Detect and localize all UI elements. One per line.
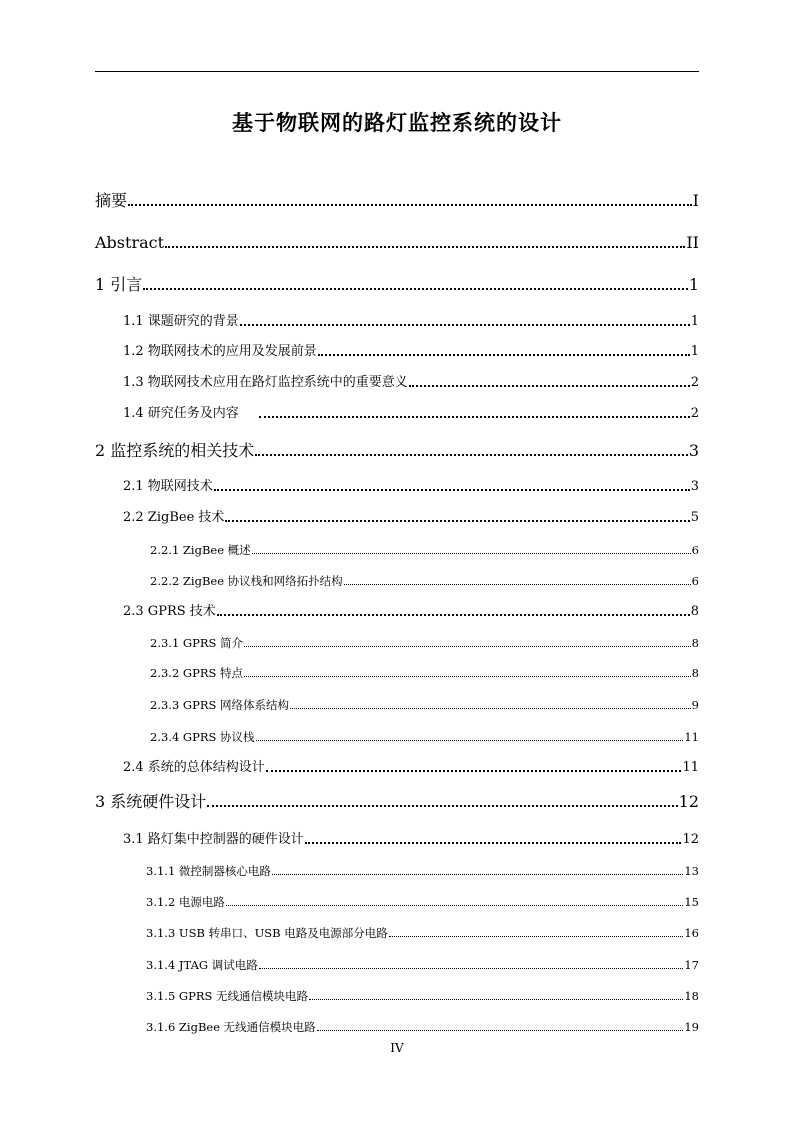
toc-leader-dots — [217, 614, 690, 616]
toc-entry-page: II — [686, 233, 699, 252]
document-title: 基于物联网的路灯监控系统的设计 — [232, 110, 562, 135]
page-number: IV — [390, 1041, 404, 1055]
toc-entry-page: 6 — [691, 574, 699, 588]
toc-leader-dots — [290, 708, 691, 709]
toc-entry[interactable] — [146, 1019, 699, 1035]
toc-leader-dots — [143, 288, 688, 290]
toc-entry-label: 摘要 — [95, 191, 128, 210]
toc-entry[interactable] — [123, 313, 699, 331]
toc-entry-page: 3 — [688, 441, 699, 460]
toc-entry-page: 11 — [684, 730, 699, 744]
toc-leader-dots — [252, 553, 691, 554]
toc-entry-label: 3.1.4 JTAG 调试电路 — [146, 958, 258, 972]
toc-entry[interactable] — [146, 863, 699, 879]
toc-entry-page: 1 — [690, 314, 699, 329]
toc-entry-label: Abstract — [95, 233, 165, 252]
toc-leader-dots — [244, 646, 691, 647]
toc-entry-page: 17 — [684, 958, 699, 972]
toc-entry-label: 2.2.1 ZigBee 概述 — [150, 543, 251, 557]
toc-entry-label: 1 引言 — [95, 275, 143, 294]
toc-entry-label: 2.2.2 ZigBee 协议栈和网络拓扑结构 — [150, 574, 343, 588]
toc-entry-page: 18 — [684, 989, 699, 1003]
toc-entry-page: 12 — [678, 792, 699, 811]
toc-entry[interactable] — [123, 343, 699, 361]
toc-leader-dots — [409, 385, 690, 387]
toc-entry[interactable] — [146, 925, 699, 941]
toc-entry-label: 2.3.2 GPRS 特点 — [150, 666, 244, 680]
toc-leader-dots — [266, 770, 682, 772]
toc-entry[interactable] — [95, 791, 699, 813]
toc-entry-page: 12 — [682, 832, 699, 847]
toc-leader-dots — [272, 874, 683, 875]
toc-entry-label: 1.4 研究任务及内容 — [123, 406, 239, 421]
toc-entry-label: 2.3.4 GPRS 协议栈 — [150, 730, 255, 744]
toc-leader-dots — [255, 454, 688, 456]
toc-entry-label: 3.1.1 微控制器核心电路 — [146, 864, 271, 878]
toc-leader-dots — [225, 520, 689, 522]
toc-leader-dots — [244, 676, 691, 677]
toc-entry-label: 2.3 GPRS 技术 — [123, 604, 216, 619]
toc-entry-label: 2.1 物联网技术 — [123, 479, 213, 494]
toc-leader-dots — [214, 489, 690, 491]
toc-leader-dots — [256, 740, 684, 741]
toc-entry-page: 16 — [684, 926, 699, 940]
toc-entry[interactable] — [123, 603, 699, 621]
toc-leader-dots — [309, 999, 683, 1000]
toc-entry[interactable] — [146, 988, 699, 1004]
toc-entry-page: 5 — [690, 510, 699, 525]
toc-entry-label: 3.1.6 ZigBee 无线通信模块电路 — [146, 1020, 316, 1034]
toc-entry[interactable] — [95, 190, 699, 212]
toc-entry-page: 15 — [684, 895, 699, 909]
toc-leader-dots — [165, 246, 685, 248]
toc-entry-page: 19 — [684, 1020, 699, 1034]
toc-entry[interactable] — [150, 697, 699, 713]
toc-leader-dots — [344, 584, 691, 585]
toc-entry-page: 1 — [688, 275, 699, 294]
toc-entry-page: 2 — [690, 406, 699, 421]
toc-entry[interactable] — [146, 894, 699, 910]
toc-entry[interactable] — [95, 232, 699, 254]
toc-entry[interactable] — [146, 957, 699, 973]
toc-entry[interactable] — [123, 509, 699, 527]
toc-entry-page: I — [692, 191, 699, 210]
toc-leader-dots — [207, 805, 677, 807]
toc-entry-page: 8 — [691, 636, 699, 650]
toc-entry[interactable] — [123, 759, 699, 777]
toc-entry[interactable] — [123, 831, 699, 849]
toc-entry[interactable] — [150, 573, 699, 589]
toc-entry-label: 1.2 物联网技术的应用及发展前景 — [123, 344, 317, 359]
toc-leader-dots — [259, 968, 684, 969]
toc-entry[interactable] — [150, 635, 699, 651]
toc-entry-label: 3 系统硬件设计 — [95, 792, 207, 811]
toc-entry-label: 2.4 系统的总体结构设计 — [123, 760, 265, 775]
toc-entry-label: 1.3 物联网技术应用在路灯监控系统中的重要意义 — [123, 375, 408, 390]
toc-entry-page: 3 — [690, 479, 699, 494]
toc-entry-page: 13 — [684, 864, 699, 878]
toc-entry[interactable] — [95, 440, 699, 462]
toc-leader-dots — [389, 936, 684, 937]
toc-entry[interactable] — [150, 729, 699, 745]
toc-entry-label: 2.2 ZigBee 技术 — [123, 510, 225, 525]
toc-leader-dots — [318, 354, 690, 356]
toc-leader-dots — [317, 1030, 684, 1031]
toc-entry[interactable] — [123, 374, 699, 392]
toc-entry-page: 8 — [690, 604, 699, 619]
toc-entry-label: 1.1 课题研究的背景 — [123, 314, 239, 329]
toc-entry-page: 2 — [690, 375, 699, 390]
toc-leader-dots — [226, 905, 683, 906]
toc-entry-label: 2.3.1 GPRS 简介 — [150, 636, 244, 650]
toc-entry-page: 11 — [682, 760, 699, 775]
toc-leader-dots — [259, 416, 690, 418]
toc-entry-label: 3.1.2 电源电路 — [146, 895, 225, 909]
toc-entry-label: 2 监控系统的相关技术 — [95, 441, 255, 460]
toc-entry-page: 6 — [691, 543, 699, 557]
toc-entry[interactable] — [150, 542, 699, 558]
toc-leader-dots — [305, 842, 682, 844]
toc-entry-page: 9 — [691, 698, 699, 712]
toc-entry[interactable] — [150, 665, 699, 681]
toc-entry-label: 2.3.3 GPRS 网络体系结构 — [150, 698, 290, 712]
toc-entry-label: 3.1 路灯集中控制器的硬件设计 — [123, 832, 304, 847]
toc-entry-page: 8 — [691, 666, 699, 680]
toc-entry[interactable] — [123, 405, 699, 423]
toc-leader-dots — [128, 204, 692, 206]
toc-entry[interactable] — [95, 274, 699, 296]
toc-leader-dots — [240, 324, 690, 326]
toc-entry-page: 1 — [690, 344, 699, 359]
toc-entry[interactable] — [123, 478, 699, 496]
toc-entry-label: 3.1.3 USB 转串口、USB 电路及电源部分电路 — [146, 926, 388, 940]
toc-entry-label: 3.1.5 GPRS 无线通信模块电路 — [146, 989, 309, 1003]
